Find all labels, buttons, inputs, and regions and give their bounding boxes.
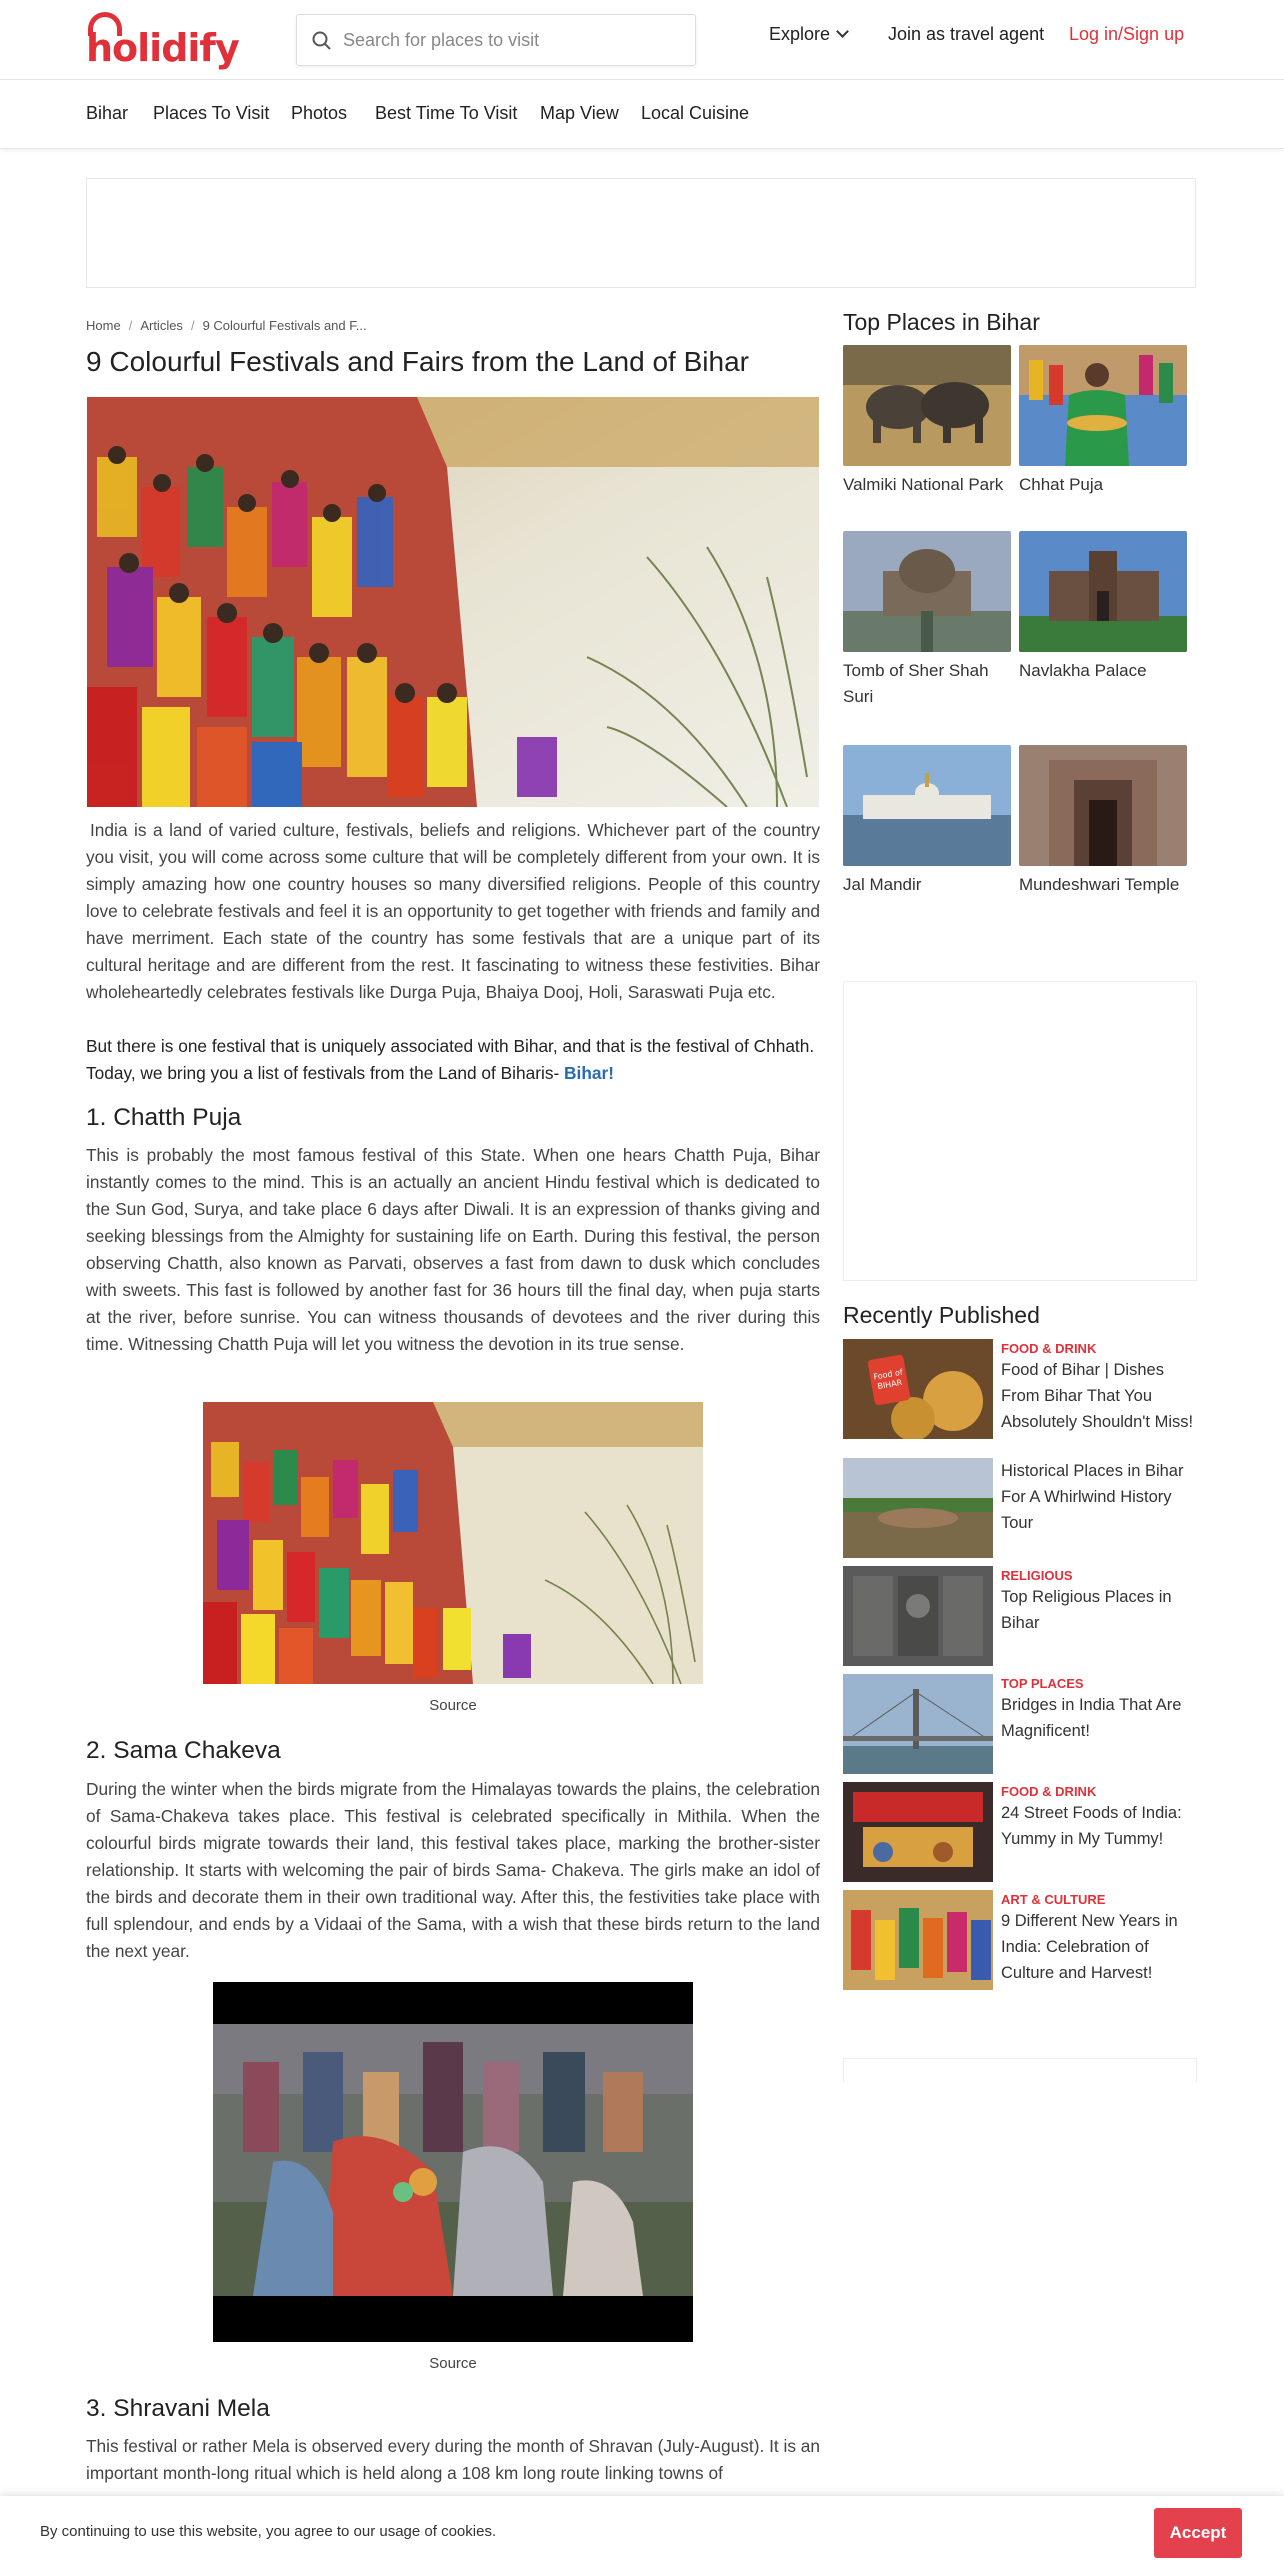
recent-article-bridges[interactable] bbox=[843, 1674, 1197, 1774]
subnav-photos[interactable]: Photos bbox=[291, 103, 348, 123]
recent-article-historical-places[interactable] bbox=[843, 1458, 1197, 1558]
recent-article-street-foods[interactable] bbox=[843, 1782, 1197, 1882]
historical-places-thumbnail bbox=[843, 1458, 993, 1558]
subnav-local-cuisine[interactable]: Local Cuisine bbox=[641, 103, 750, 123]
subnav-bihar[interactable]: Bihar bbox=[86, 103, 129, 123]
image-source-caption-2[interactable]: Source bbox=[429, 2355, 477, 2372]
religious-places-thumbnail bbox=[843, 1566, 993, 1666]
site-header bbox=[0, 0, 1284, 80]
place-label: Navlakha Palace bbox=[1019, 661, 1147, 680]
article-title: 9 Colourful Festivals and Fairs from the Land of Bihar bbox=[86, 346, 749, 377]
breadcrumb-current: 9 Colourful Festivals and F... bbox=[202, 318, 367, 333]
recent-category: ART & CULTURE bbox=[1001, 1892, 1106, 1907]
accept-cookies-button[interactable]: Accept bbox=[1154, 2508, 1242, 2558]
explore-menu[interactable] bbox=[769, 24, 847, 45]
explore-label: Explore bbox=[769, 24, 831, 44]
section-chatth-puja-text: This is probably the most famous festival of this State. When one hears Chatth Puja, Bihar instantly comes to the mind. This is an actually an ancient Hindu festival which is dedicated to the Sun God, Surya, and take place 6 days after Diwali. It is an expression of thanks giving and seeking blessings from the Almighty for sustaining life on Earth. During this festival, the person observing Chatth, also known as Parvati, observes a fast from dawn to dusk which concludes with sweets. This fast is followed by another fast for 36 hours till the final day, when puja starts at the river, before sunrise. You can witness thousands of devotees and the river during this time. Witnessing Chatth Puja will let you witness the devotion in its true sense. bbox=[86, 1145, 820, 1354]
section-shravani-mela-title: 3. Shravani Mela bbox=[86, 2395, 270, 2422]
bihar-link[interactable]: Bihar! bbox=[564, 1063, 614, 1083]
place-card-valmiki[interactable] bbox=[843, 345, 1011, 498]
place-label: Valmiki National Park bbox=[843, 475, 1004, 494]
recent-title[interactable]: 9 Different New Years in India: Celebration of Culture and Harvest! bbox=[1001, 1912, 1178, 1982]
intro-paragraph: India is a land of varied culture, festivals, beliefs and religions. Whichever part of the country you visit, you will come across some culture that will be completely different from your own. It is simply amazing how one country houses so many diversified religions. People of this country love to celebrate festivals and feel it is an opportunity to get together with friends and family and have merriment. Each state of the country has some festivals that are a unique part of its cultural heritage and are different from the rest. It fascinating to witness these festivities. Bihar wholeheartedly celebrates festivals like Durga Puja, Bhaiya Dooj, Holi, Saraswati Puja etc. bbox=[86, 820, 820, 1002]
subnav-best-time[interactable]: Best Time To Visit bbox=[375, 103, 518, 123]
sidebar-ad-2 bbox=[843, 2058, 1197, 2082]
bridges-thumbnail bbox=[843, 1674, 993, 1774]
recent-title[interactable]: 24 Street Foods of India: Yummy in My Tummy! bbox=[1001, 1804, 1182, 1848]
cookie-banner bbox=[0, 2496, 1284, 2568]
recent-title[interactable]: Top Religious Places in Bihar bbox=[1001, 1588, 1172, 1632]
login-signup-link[interactable]: Log in/Sign up bbox=[1069, 24, 1185, 44]
today-sentence: Today, we bring you a list of festivals from the Land of Biharis- bbox=[86, 1063, 565, 1083]
section-chatth-puja-title: 1. Chatth Puja bbox=[86, 1104, 242, 1131]
section-sama-chakeva-title: 2. Sama Chakeva bbox=[86, 1737, 281, 1764]
chevron-down-icon bbox=[836, 25, 849, 38]
place-label: Tomb of Sher Shah Suri bbox=[843, 661, 989, 706]
holidify-logo[interactable] bbox=[86, 12, 239, 70]
valmiki-national-park-image bbox=[843, 345, 1011, 466]
recently-published-heading: Recently Published bbox=[843, 1302, 1040, 1328]
place-label: Chhat Puja bbox=[1019, 475, 1104, 494]
breadcrumb: Home / Articles / 9 Colourful Festivals and F... bbox=[86, 318, 367, 333]
search-box[interactable] bbox=[296, 14, 696, 66]
recent-category: RELIGIOUS bbox=[1001, 1568, 1073, 1583]
cookie-text: By continuing to use this website, you agree to our usage of cookies. bbox=[40, 2523, 497, 2540]
subnav-places-to-visit[interactable]: Places To Visit bbox=[153, 103, 270, 123]
sub-navigation bbox=[0, 81, 1284, 149]
search-icon bbox=[311, 30, 333, 52]
breadcrumb-articles[interactable]: Articles bbox=[140, 318, 183, 333]
recent-title[interactable]: Historical Places in Bihar For A Whirlwind History Tour bbox=[1001, 1462, 1184, 1532]
recent-category: TOP PLACES bbox=[1001, 1676, 1084, 1691]
svg-text:BIHAR: BIHAR bbox=[876, 1377, 903, 1392]
recent-title[interactable]: Food of Bihar | Dishes From Bihar That You Absolutely Shouldn't Miss! bbox=[1001, 1361, 1194, 1431]
navlakha-palace-image bbox=[1019, 531, 1187, 652]
place-card-chhat-puja[interactable] bbox=[1019, 345, 1187, 498]
street-foods-thumbnail bbox=[843, 1782, 993, 1882]
logo-text: holidify bbox=[86, 26, 239, 70]
food-of-bihar-thumbnail bbox=[843, 1339, 993, 1439]
recent-article-new-years[interactable] bbox=[843, 1890, 1197, 1990]
mundeshwari-temple-image bbox=[1019, 745, 1187, 866]
hero-image-chhath-crowd bbox=[87, 397, 819, 807]
place-card-sher-shah[interactable] bbox=[843, 531, 1011, 710]
chhat-puja-image bbox=[1019, 345, 1187, 466]
recent-category: FOOD & DRINK bbox=[1001, 1784, 1097, 1799]
place-card-mundeshwari[interactable] bbox=[1019, 745, 1187, 898]
chatth-puja-image bbox=[203, 1402, 703, 1684]
recent-article-religious[interactable] bbox=[843, 1566, 1197, 1666]
recent-category: FOOD & DRINK bbox=[1001, 1341, 1097, 1356]
recent-title[interactable]: Bridges in India That Are Magnificent! bbox=[1001, 1696, 1182, 1740]
section-shravani-mela-text: This festival or rather Mela is observed every during the month of Shravan (July-August). It is an important month-long ritual which is held along a 108 km long route linking towns of bbox=[86, 2436, 820, 2483]
top-places-heading: Top Places in Bihar bbox=[843, 309, 1040, 335]
intro-paragraph-2 bbox=[86, 1033, 820, 1087]
place-label: Mundeshwari Temple bbox=[1019, 875, 1180, 894]
place-card-jal-mandir[interactable] bbox=[843, 745, 1011, 898]
chhath-sentence: But there is one festival that is uniquely associated with Bihar, and that is the festival of Chhath. bbox=[86, 1036, 815, 1056]
tomb-of-sher-shah-suri-image bbox=[843, 531, 1011, 652]
sidebar-ad bbox=[843, 981, 1197, 1281]
breadcrumb-home[interactable]: Home bbox=[86, 318, 121, 333]
place-card-navlakha[interactable] bbox=[1019, 531, 1187, 684]
jal-mandir-image bbox=[843, 745, 1011, 866]
recent-article-food-of-bihar[interactable] bbox=[843, 1339, 1197, 1439]
svg-text:Food of: Food of bbox=[872, 1367, 904, 1382]
join-agent-link[interactable]: Join as travel agent bbox=[888, 24, 1045, 44]
ad-banner bbox=[86, 178, 1196, 288]
image-source-caption-1[interactable]: Source bbox=[429, 1697, 477, 1714]
sama-chakeva-image bbox=[213, 1982, 693, 2342]
search-input[interactable] bbox=[343, 15, 683, 65]
section-sama-chakeva-text: During the winter when the birds migrate from the Himalayas towards the plains, the celebration of Sama-Chakeva takes place. This festival is celebrated specifically in Mithila. When the colourful birds migrate towards their land, this festival takes place, marking the brother-sister relationship. It starts with welcoming the pair of birds Sama- Chakeva. The girls make an idol of the birds and decorate them in their own traditional way. After this, the festivities take place with full splendour, and ends by a Vidaai of the Sama, with a wish that these birds return to the land the next year. bbox=[86, 1779, 820, 1961]
new-years-thumbnail bbox=[843, 1890, 993, 1990]
place-label: Jal Mandir bbox=[843, 875, 922, 894]
subnav-map-view[interactable]: Map View bbox=[540, 103, 619, 123]
